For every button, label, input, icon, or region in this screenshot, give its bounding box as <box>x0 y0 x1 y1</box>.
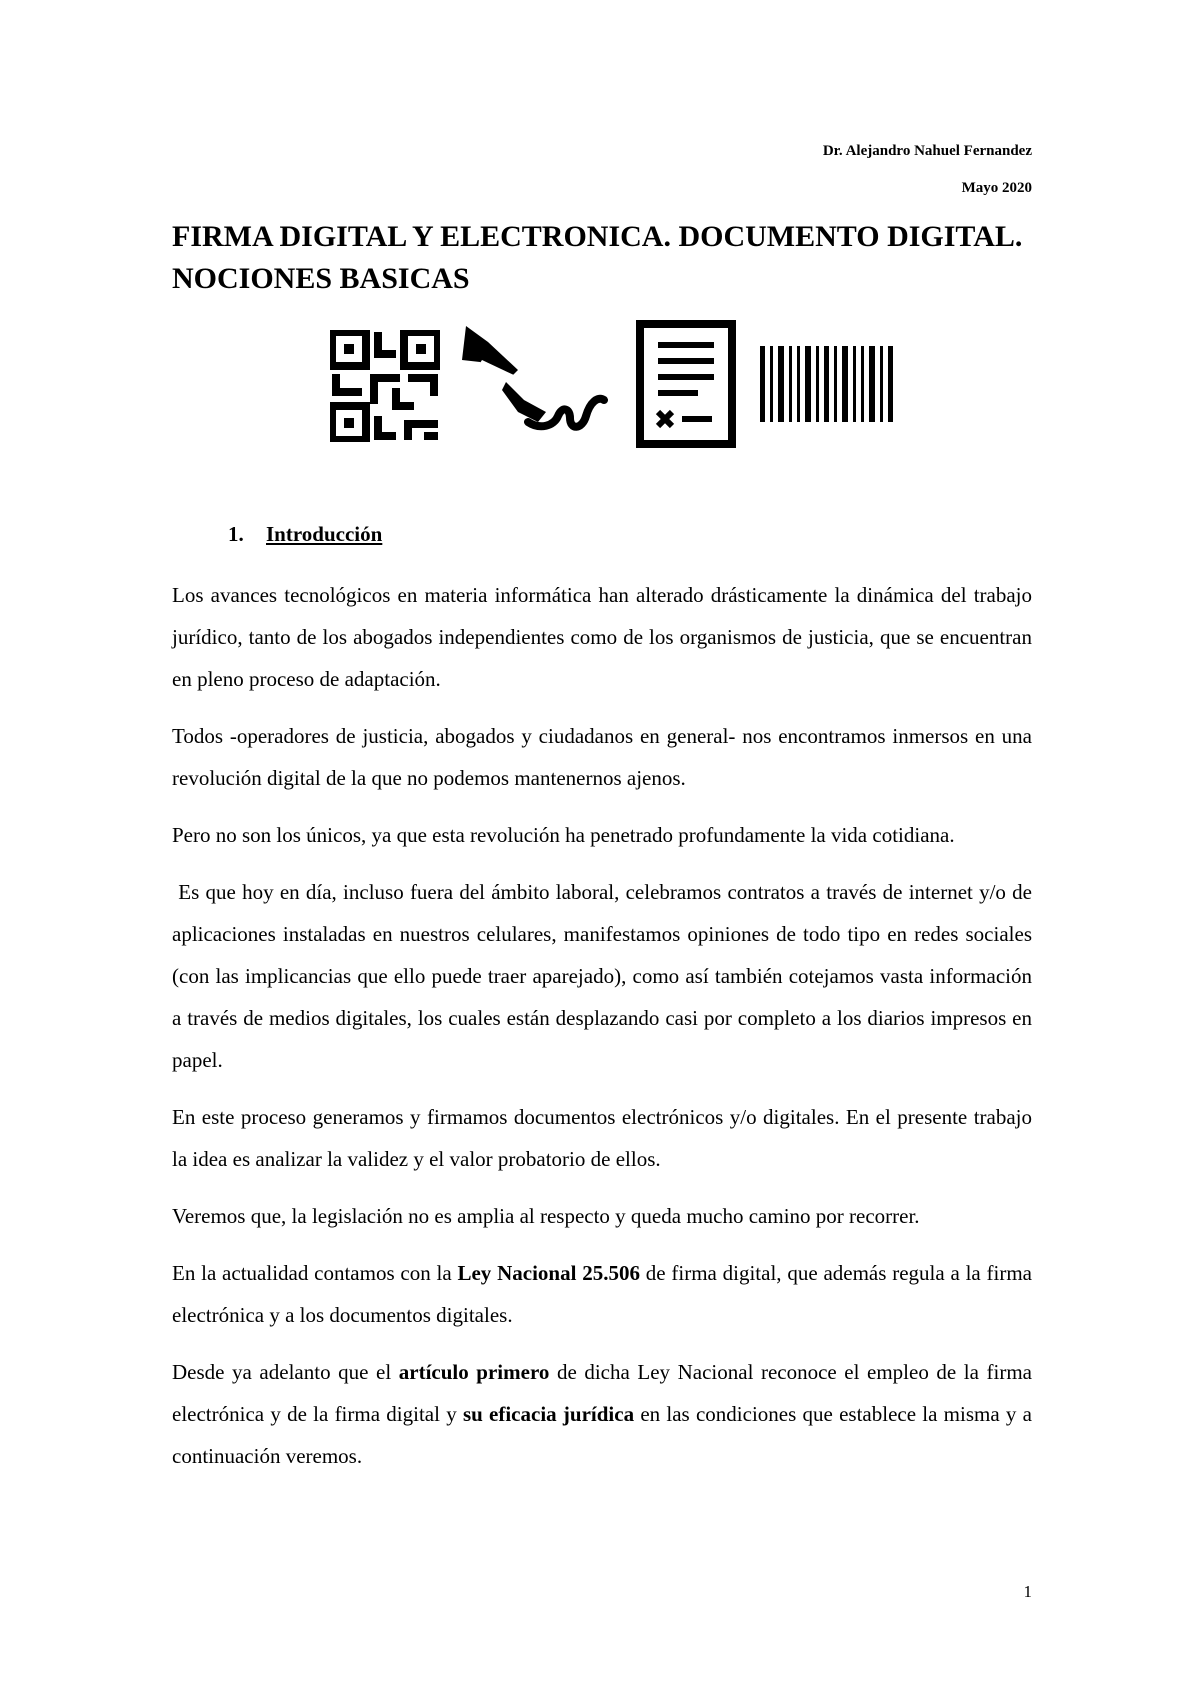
paragraph: En este proceso generamos y firmamos documentos electrónicos y/o digitales. En el presente trabajo la idea es analizar la validez y el valor probatorio de ellos. <box>172 1105 1032 1171</box>
text-run: de firma digital, que además regula a la firma electrónica y a los documentos digitales. <box>172 1261 1032 1327</box>
body-text <box>172 574 1038 1492</box>
paragraph: Todos -operadores de justicia, abogados y ciudadanos en general- nos encontramos inmersos en una revolución digital de la que no podemos mantenernos ajenos. <box>172 724 1032 790</box>
document-title: FIRMA DIGITAL Y ELECTRONICA. DOCUMENTO DIGITAL. NOCIONES BASICAS <box>172 220 1023 295</box>
document-icon <box>636 320 736 448</box>
emphasis-text: su eficacia jurídica <box>462 1402 635 1426</box>
qr-code-icon <box>330 330 440 442</box>
pen-signature-icon <box>458 326 608 446</box>
page-number: 1 <box>1023 1582 1032 1601</box>
law-reference: Ley Nacional 25.506 <box>457 1261 640 1285</box>
paragraph: Pero no son los únicos, ya que esta revolución ha penetrado profundamente la vida cotidiana. <box>172 823 955 847</box>
text-run: en las condiciones que establece la misma y a continuación veremos. <box>172 1402 1032 1468</box>
text-run: En la actualidad contamos con la <box>172 1261 458 1285</box>
section-heading-introduccion <box>228 522 382 547</box>
paragraph: Los avances tecnológicos en materia informática han alterado drásticamente la dinámica del trabajo jurídico, tanto de los abogados independientes como de los organismos de justicia, que se encuentran en pleno proceso de adaptación. <box>172 583 1032 691</box>
text-run: Desde ya adelanto que el <box>172 1360 399 1384</box>
paragraph <box>172 1252 1032 1336</box>
document-date: Mayo 2020 <box>961 180 1032 196</box>
paragraph: Veremos que, la legislación no es amplia al respecto y queda mucho camino por recorrer. <box>172 1204 920 1228</box>
illustration-row <box>320 320 900 450</box>
author-name: Dr. Alejandro Nahuel Fernandez <box>822 143 1032 159</box>
paragraph: Es que hoy en día, incluso fuera del ámbito laboral, celebramos contratos a través de internet y/o de aplicaciones instaladas en nuestros celulares, manifestamos opiniones de todo tipo en redes sociales (con las implicancias que ello puede traer aparejado), como así también cotejamos vasta información a través de medios digitales, los cuales están desplazando casi por completo a los diarios impresos en papel. <box>172 880 1038 1072</box>
section-label: Introducción <box>266 522 383 546</box>
barcode-icon <box>760 346 895 426</box>
paragraph <box>172 1351 1032 1477</box>
text-run: de dicha Ley Nacional reconoce el empleo de la firma electrónica y de la firma digital y <box>172 1360 1032 1426</box>
section-number: 1. <box>228 522 244 546</box>
emphasis-text: artículo primero <box>398 1360 550 1384</box>
